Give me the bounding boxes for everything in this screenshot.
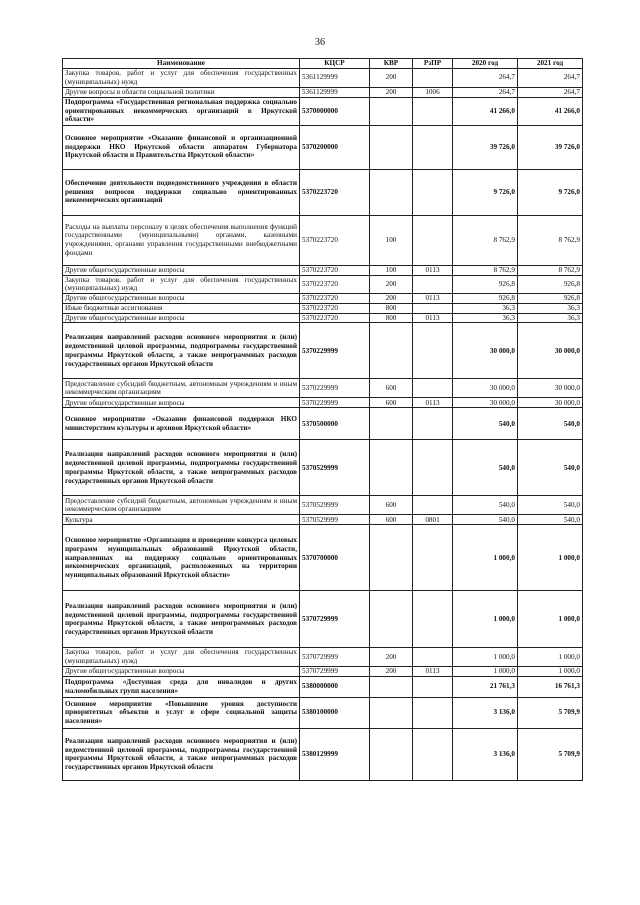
column-header-name: Наименование xyxy=(63,59,300,69)
budget-table xyxy=(62,58,583,781)
cell-kcsr: 5370223720 xyxy=(300,275,370,294)
cell-kcsr: 5370223720 xyxy=(300,294,370,304)
cell-kcsr: 5370223720 xyxy=(300,303,370,313)
cell-rzpr xyxy=(413,648,453,667)
cell-2021: 5 709,9 xyxy=(518,697,583,728)
cell-2021: 540,0 xyxy=(518,515,583,525)
cell-2020: 540,0 xyxy=(453,440,518,496)
cell-rzpr xyxy=(413,525,453,591)
table-row xyxy=(63,398,583,408)
cell-2020: 540,0 xyxy=(453,515,518,525)
cell-2020: 30 000,0 xyxy=(453,398,518,408)
cell-rzpr xyxy=(413,303,453,313)
cell-2020: 540,0 xyxy=(453,496,518,515)
cell-kvr xyxy=(370,440,413,496)
column-header-rzpr: РзПР xyxy=(413,59,453,69)
table-row xyxy=(63,728,583,780)
cell-2020: 30 000,0 xyxy=(453,379,518,398)
cell-name: Другие общегосударственные вопросы xyxy=(63,398,300,408)
cell-kcsr: 5370729999 xyxy=(300,667,370,677)
cell-kcsr: 5370700000 xyxy=(300,525,370,591)
table-row xyxy=(63,97,583,125)
table-row xyxy=(63,275,583,294)
table-row xyxy=(63,303,583,313)
cell-2021: 540,0 xyxy=(518,440,583,496)
cell-rzpr xyxy=(413,676,453,697)
cell-2020: 8 762,9 xyxy=(453,265,518,275)
cell-rzpr: 0113 xyxy=(413,667,453,677)
cell-2021: 264,7 xyxy=(518,69,583,88)
cell-2021: 30 000,0 xyxy=(518,323,583,379)
table-row xyxy=(63,294,583,304)
cell-2021: 1 000,0 xyxy=(518,591,583,648)
cell-rzpr xyxy=(413,275,453,294)
cell-kvr xyxy=(370,408,413,440)
cell-kcsr: 5370529999 xyxy=(300,496,370,515)
table-row xyxy=(63,408,583,440)
cell-kvr xyxy=(370,697,413,728)
table-row xyxy=(63,69,583,88)
cell-name: Реализация направлений расходов основного мероприятия и (или) ведомственной целевой программы, подпрограммы государственной программы Иркутской области, а также непрограммных расходов государственных органов Иркутской области xyxy=(63,440,300,496)
cell-2020: 3 136,0 xyxy=(453,728,518,780)
cell-name: Обеспечение деятельности подведомственного учреждения в области решения вопросов поддержки социально ориентированных некоммерческих организаций xyxy=(63,169,300,215)
table-row xyxy=(63,265,583,275)
cell-name: Закупка товаров, работ и услуг для обеспечения государственных (муниципальных) нужд xyxy=(63,69,300,88)
cell-2021: 264,7 xyxy=(518,87,583,97)
cell-name: Реализация направлений расходов основного мероприятия и (или) ведомственной целевой программы, подпрограммы государственной программы Иркутской области, а также непрограммных расходов государственных органов Иркутской области xyxy=(63,323,300,379)
cell-2020: 3 136,0 xyxy=(453,697,518,728)
cell-2020: 8 762,9 xyxy=(453,215,518,265)
cell-2021: 1 000,0 xyxy=(518,648,583,667)
table-row xyxy=(63,125,583,169)
cell-2021: 1 000,0 xyxy=(518,525,583,591)
cell-rzpr xyxy=(413,97,453,125)
cell-kvr xyxy=(370,525,413,591)
table-row xyxy=(63,697,583,728)
column-header-2020: 2020 год xyxy=(453,59,518,69)
table-row xyxy=(63,169,583,215)
cell-2021: 30 000,0 xyxy=(518,398,583,408)
cell-kcsr: 5370000000 xyxy=(300,97,370,125)
cell-2021: 36,3 xyxy=(518,303,583,313)
cell-rzpr: 0801 xyxy=(413,515,453,525)
cell-rzpr xyxy=(413,169,453,215)
cell-name: Предоставление субсидий бюджетным, автономным учреждениям и иным некоммерческим организациям xyxy=(63,379,300,398)
cell-2021: 5 709,9 xyxy=(518,728,583,780)
cell-name: Культура xyxy=(63,515,300,525)
cell-kcsr: 5370223720 xyxy=(300,169,370,215)
column-header-2021: 2021 год xyxy=(518,59,583,69)
cell-rzpr: 0113 xyxy=(413,294,453,304)
cell-rzpr: 0113 xyxy=(413,265,453,275)
table-row xyxy=(63,496,583,515)
cell-rzpr: 0113 xyxy=(413,398,453,408)
page-number: 36 xyxy=(315,37,325,48)
cell-kcsr: 5370229999 xyxy=(300,398,370,408)
cell-kvr: 200 xyxy=(370,69,413,88)
table-row xyxy=(63,591,583,648)
cell-kvr: 600 xyxy=(370,515,413,525)
cell-rzpr: 1006 xyxy=(413,87,453,97)
cell-kvr: 100 xyxy=(370,265,413,275)
cell-rzpr xyxy=(413,408,453,440)
table-row xyxy=(63,648,583,667)
cell-kcsr: 5370229999 xyxy=(300,379,370,398)
cell-2021: 926,8 xyxy=(518,275,583,294)
cell-name: Реализация направлений расходов основного мероприятия и (или) ведомственной целевой программы, подпрограммы государственной программы Иркутской области, а также непрограммных расходов государственных органов Иркутской области xyxy=(63,591,300,648)
table-row xyxy=(63,313,583,323)
cell-rzpr xyxy=(413,728,453,780)
cell-rzpr xyxy=(413,215,453,265)
cell-2020: 21 761,3 xyxy=(453,676,518,697)
cell-rzpr xyxy=(413,69,453,88)
cell-rzpr: 0113 xyxy=(413,313,453,323)
cell-kcsr: 5370729999 xyxy=(300,648,370,667)
cell-2021: 16 761,3 xyxy=(518,676,583,697)
cell-name: Основное мероприятие «Оказание финансовой поддержки НКО министерством культуры и архивов Иркутской области» xyxy=(63,408,300,440)
cell-kcsr: 5380100000 xyxy=(300,697,370,728)
cell-name: Закупка товаров, работ и услуг для обеспечения государственных (муниципальных) нужд xyxy=(63,648,300,667)
cell-kcsr: 5370223720 xyxy=(300,215,370,265)
cell-2020: 36,3 xyxy=(453,303,518,313)
cell-kvr: 200 xyxy=(370,667,413,677)
cell-name: Расходы на выплаты персоналу в целях обеспечения выполнения функций государственными (муниципальными) органами, казенными учреждениями, органами управления государственными внебюджетными фондами xyxy=(63,215,300,265)
cell-kvr xyxy=(370,728,413,780)
cell-rzpr xyxy=(413,440,453,496)
cell-kvr: 100 xyxy=(370,215,413,265)
cell-2020: 39 726,0 xyxy=(453,125,518,169)
cell-2021: 540,0 xyxy=(518,496,583,515)
cell-kvr: 800 xyxy=(370,303,413,313)
cell-kcsr: 5370500000 xyxy=(300,408,370,440)
table-row xyxy=(63,215,583,265)
cell-kvr: 200 xyxy=(370,294,413,304)
cell-2020: 36,3 xyxy=(453,313,518,323)
cell-name: Другие общегосударственные вопросы xyxy=(63,313,300,323)
cell-kvr: 200 xyxy=(370,648,413,667)
table-row xyxy=(63,676,583,697)
cell-name: Реализация направлений расходов основного мероприятия и (или) ведомственной целевой программы, подпрограммы государственной программы Иркутской области, а также непрограммных расходов государственных органов Иркутской области xyxy=(63,728,300,780)
cell-kcsr: 5370729999 xyxy=(300,591,370,648)
cell-2020: 264,7 xyxy=(453,87,518,97)
cell-2020: 1 000,0 xyxy=(453,525,518,591)
cell-2020: 30 000,0 xyxy=(453,323,518,379)
cell-rzpr xyxy=(413,125,453,169)
table-row xyxy=(63,87,583,97)
table-row xyxy=(63,379,583,398)
cell-kvr xyxy=(370,676,413,697)
column-header-kvr: КВР xyxy=(370,59,413,69)
cell-kvr xyxy=(370,591,413,648)
cell-kvr: 600 xyxy=(370,496,413,515)
cell-rzpr xyxy=(413,591,453,648)
cell-kvr: 800 xyxy=(370,313,413,323)
cell-kcsr: 5361129999 xyxy=(300,87,370,97)
cell-2021: 30 000,0 xyxy=(518,379,583,398)
cell-2021: 540,0 xyxy=(518,408,583,440)
cell-kvr: 600 xyxy=(370,398,413,408)
table-row xyxy=(63,525,583,591)
column-header-kcsr: КЦСР xyxy=(300,59,370,69)
table-row xyxy=(63,323,583,379)
table-row xyxy=(63,515,583,525)
cell-2021: 9 726,0 xyxy=(518,169,583,215)
cell-2021: 36,3 xyxy=(518,313,583,323)
cell-2020: 926,8 xyxy=(453,275,518,294)
cell-name: Другие общегосударственные вопросы xyxy=(63,667,300,677)
table-header-row xyxy=(63,59,583,69)
cell-kvr xyxy=(370,125,413,169)
cell-rzpr xyxy=(413,323,453,379)
cell-2020: 540,0 xyxy=(453,408,518,440)
cell-name: Основное мероприятие «Организация и проведение конкурса целевых программ муниципальных образований Иркутской области, направленных на поддержку социально ориентированных некоммерческих организаций, расположенных на территории муниципальных образований Иркутской области» xyxy=(63,525,300,591)
cell-name: Основное мероприятие «Оказание финансовой и организационной поддержки НКО Иркутской области аппаратом Губернатора Иркутской области и Правительства Иркутской области» xyxy=(63,125,300,169)
cell-kcsr: 5370229999 xyxy=(300,323,370,379)
cell-kvr: 600 xyxy=(370,379,413,398)
cell-kcsr: 5370223720 xyxy=(300,313,370,323)
cell-kvr xyxy=(370,169,413,215)
cell-kvr: 200 xyxy=(370,275,413,294)
cell-kcsr: 5361129999 xyxy=(300,69,370,88)
cell-kvr xyxy=(370,97,413,125)
cell-2021: 41 266,0 xyxy=(518,97,583,125)
cell-name: Подпрограмма «Доступная среда для инвалидов и других маломобильных групп населения» xyxy=(63,676,300,697)
cell-name: Основное мероприятие «Повышение уровня доступности приоритетных объектов и услуг в сфере социальной защиты населения» xyxy=(63,697,300,728)
cell-kcsr: 5370529999 xyxy=(300,440,370,496)
cell-kvr: 200 xyxy=(370,87,413,97)
cell-rzpr xyxy=(413,379,453,398)
cell-name: Предоставление субсидий бюджетным, автономным учреждениям и иным некоммерческим организациям xyxy=(63,496,300,515)
table-row xyxy=(63,667,583,677)
cell-2020: 9 726,0 xyxy=(453,169,518,215)
cell-rzpr xyxy=(413,496,453,515)
cell-name: Другие общегосударственные вопросы xyxy=(63,294,300,304)
cell-2021: 1 000,0 xyxy=(518,667,583,677)
table-row xyxy=(63,440,583,496)
cell-kcsr: 5370200000 xyxy=(300,125,370,169)
cell-name: Другие общегосударственные вопросы xyxy=(63,265,300,275)
cell-2020: 1 000,0 xyxy=(453,667,518,677)
cell-2021: 8 762,9 xyxy=(518,265,583,275)
cell-2021: 8 762,9 xyxy=(518,215,583,265)
cell-2020: 1 000,0 xyxy=(453,591,518,648)
cell-2021: 926,8 xyxy=(518,294,583,304)
cell-name: Закупка товаров, работ и услуг для обеспечения государственных (муниципальных) нужд xyxy=(63,275,300,294)
cell-2020: 41 266,0 xyxy=(453,97,518,125)
cell-name: Подпрограмма «Государственная региональная поддержка социально ориентированных некоммерческих организаций в Иркутской области» xyxy=(63,97,300,125)
cell-2020: 926,8 xyxy=(453,294,518,304)
cell-kcsr: 5370529999 xyxy=(300,515,370,525)
cell-rzpr xyxy=(413,697,453,728)
cell-name: Другие вопросы в области социальной политики xyxy=(63,87,300,97)
cell-2021: 39 726,0 xyxy=(518,125,583,169)
cell-kcsr: 5380129999 xyxy=(300,728,370,780)
table-body xyxy=(63,69,583,781)
cell-2020: 264,7 xyxy=(453,69,518,88)
cell-name: Иные бюджетные ассигнования xyxy=(63,303,300,313)
cell-kcsr: 5370223720 xyxy=(300,265,370,275)
cell-kcsr: 5380000000 xyxy=(300,676,370,697)
cell-kvr xyxy=(370,323,413,379)
cell-2020: 1 000,0 xyxy=(453,648,518,667)
